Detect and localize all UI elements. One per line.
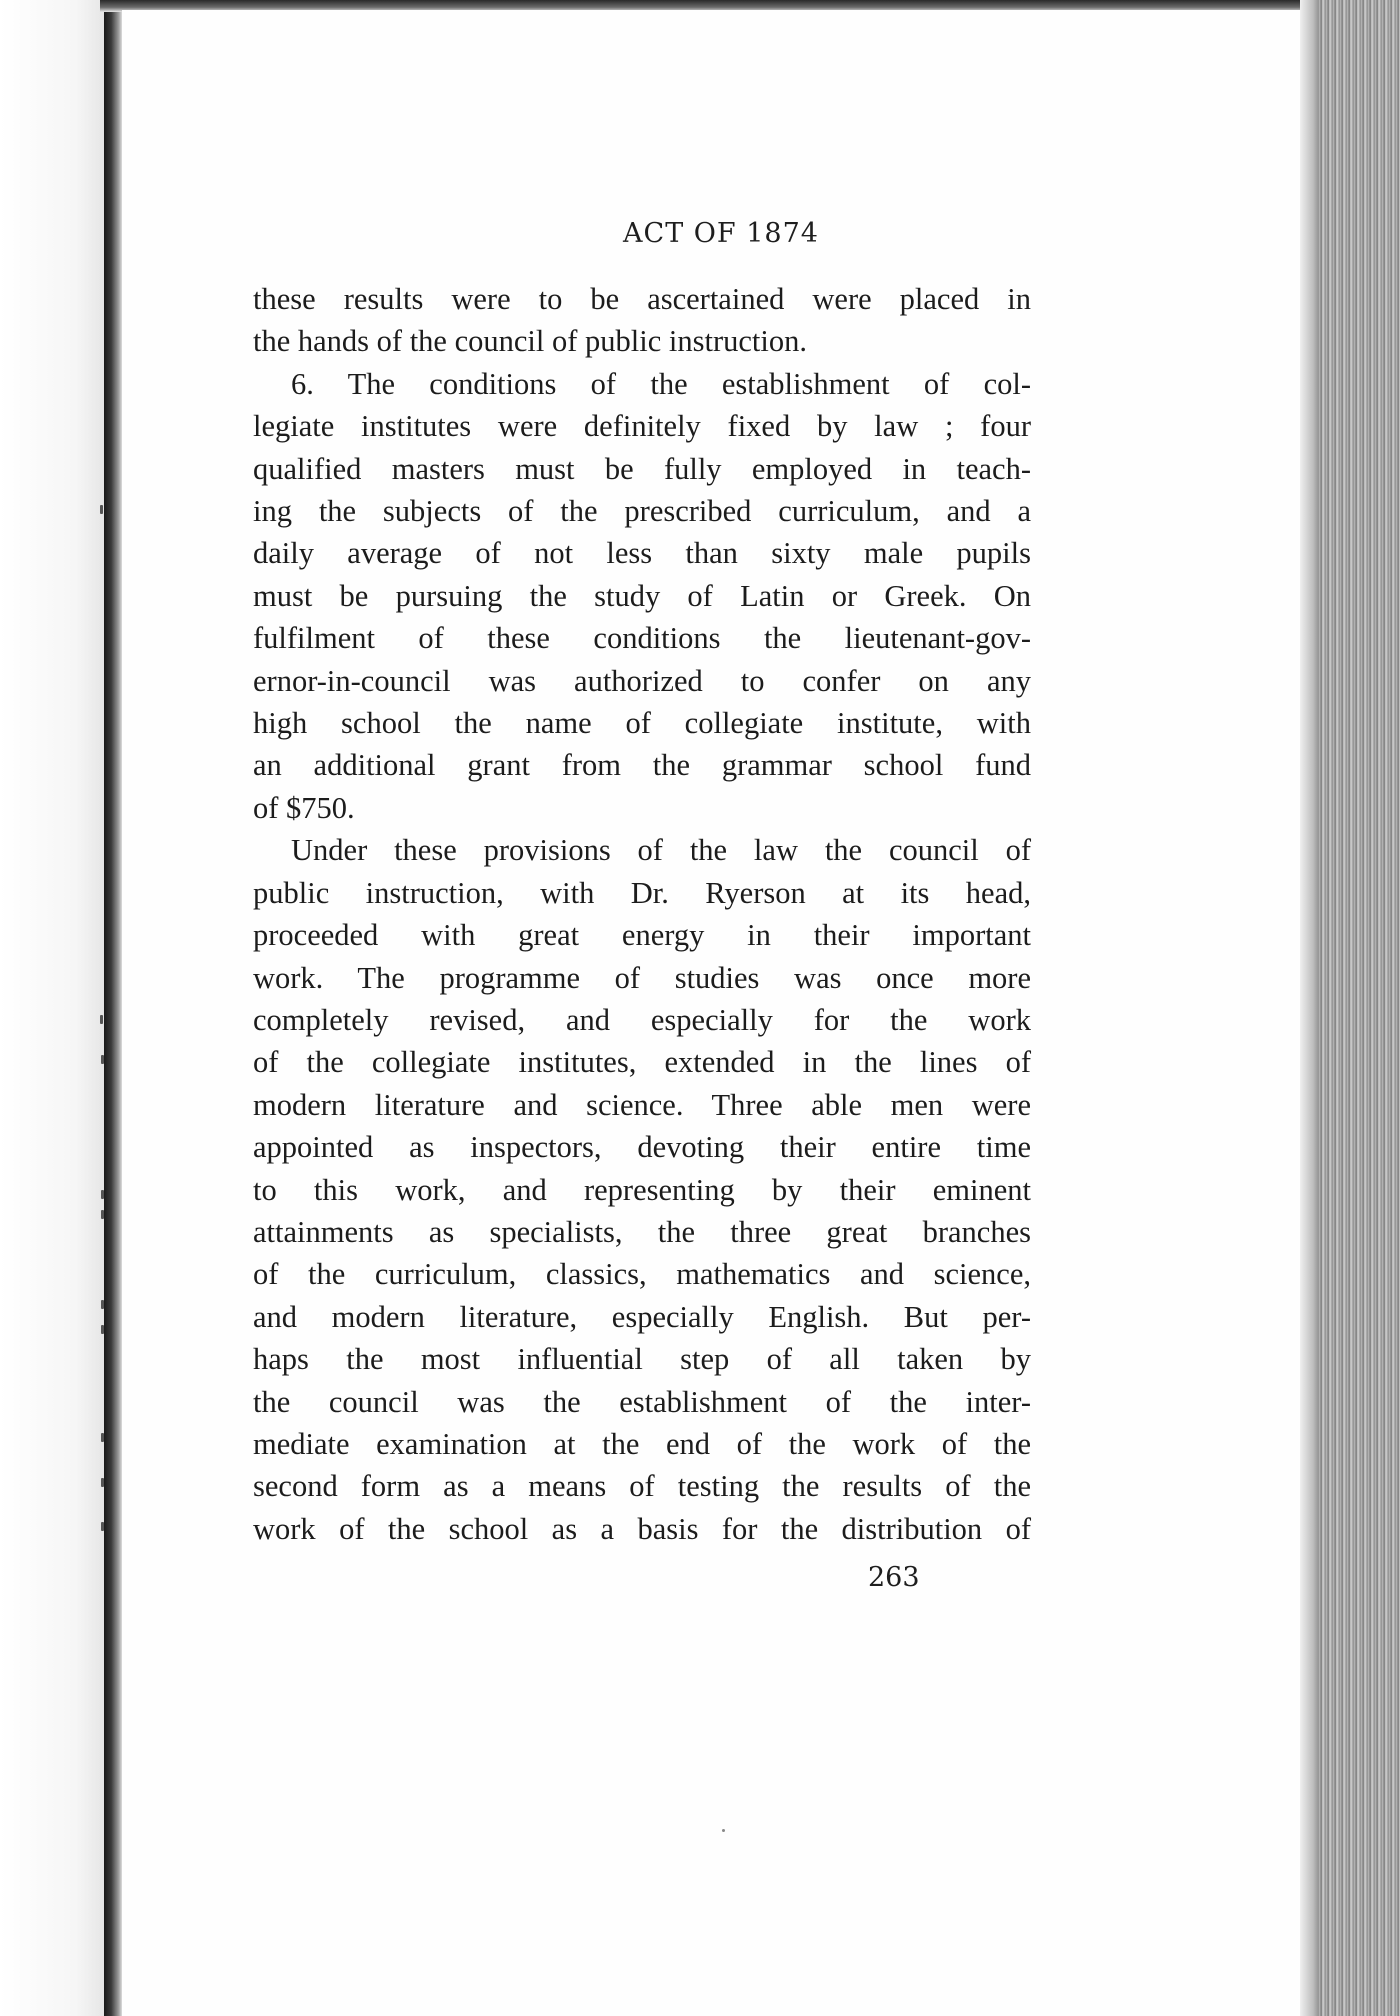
text-line: attainments as specialists, the three great branches (253, 1214, 1031, 1249)
text-line: must be pursuing the study of Latin or Greek. On (253, 578, 1031, 613)
text-line: completely revised, and especially for the work (253, 1002, 1031, 1037)
text-line: of $750. (253, 790, 355, 825)
text-line: haps the most influential step of all taken by (253, 1342, 1031, 1377)
text-line: legiate institutes were definitely fixed by law ; four (253, 409, 1031, 444)
text-line: qualified masters must be fully employed in teach- (253, 451, 1031, 486)
text-line: of the curriculum, classics, mathematics and science, (253, 1257, 1031, 1292)
text-line: ing the subjects of the prescribed curriculum, and a (253, 494, 1031, 529)
previous-page-mark (100, 505, 103, 514)
previous-page-mark (100, 1015, 103, 1024)
text-line: mediate examination at the end of the work of the (253, 1426, 1031, 1461)
text-line: second form as a means of testing the results of the (253, 1469, 1031, 1504)
text-line: ernor-in-council was authorized to confer on any (253, 663, 1031, 698)
text-line: proceeded with great energy in their important (253, 918, 1031, 953)
text-line: modern literature and science. Three able men were (253, 1087, 1031, 1122)
text-line: public instruction, with Dr. Ryerson at its head, (253, 875, 1031, 910)
text-line: daily average of not less than sixty male pupils (253, 536, 1031, 571)
body-text (253, 278, 1031, 1550)
text-line: high school the name of collegiate institute, with (253, 706, 1031, 741)
paper-speck (722, 1829, 725, 1832)
book-fore-edge (1318, 0, 1400, 2016)
text-line: fulfilment of these conditions the lieutenant-gov- (253, 621, 1031, 656)
text-line: the council was the establishment of the inter- (253, 1384, 1031, 1419)
previous-page-edge (0, 0, 108, 2016)
text-line: to this work, and representing by their eminent (253, 1172, 1031, 1207)
text-line: 6. The conditions of the establishment of col- (291, 366, 1031, 401)
page-number: 263 (868, 1562, 920, 1593)
text-line: appointed as inspectors, devoting their entire time (253, 1130, 1031, 1165)
text-line: of the collegiate institutes, extended in the lines of (253, 1045, 1031, 1080)
running-head: ACT OF 1874 (623, 218, 819, 249)
text-line: Under these provisions of the law the council of (291, 833, 1031, 868)
text-line: work of the school as a basis for the distribution of (253, 1511, 1031, 1546)
text-line: and modern literature, especially English. But per- (253, 1299, 1031, 1334)
text-line: work. The programme of studies was once more (253, 960, 1031, 995)
book-gutter (104, 0, 122, 2016)
text-line: an additional grant from the grammar school fund (253, 748, 1031, 783)
text-line: the hands of the council of public instruction. (253, 324, 807, 359)
text-line: these results were to be ascertained were placed in (253, 282, 1031, 316)
